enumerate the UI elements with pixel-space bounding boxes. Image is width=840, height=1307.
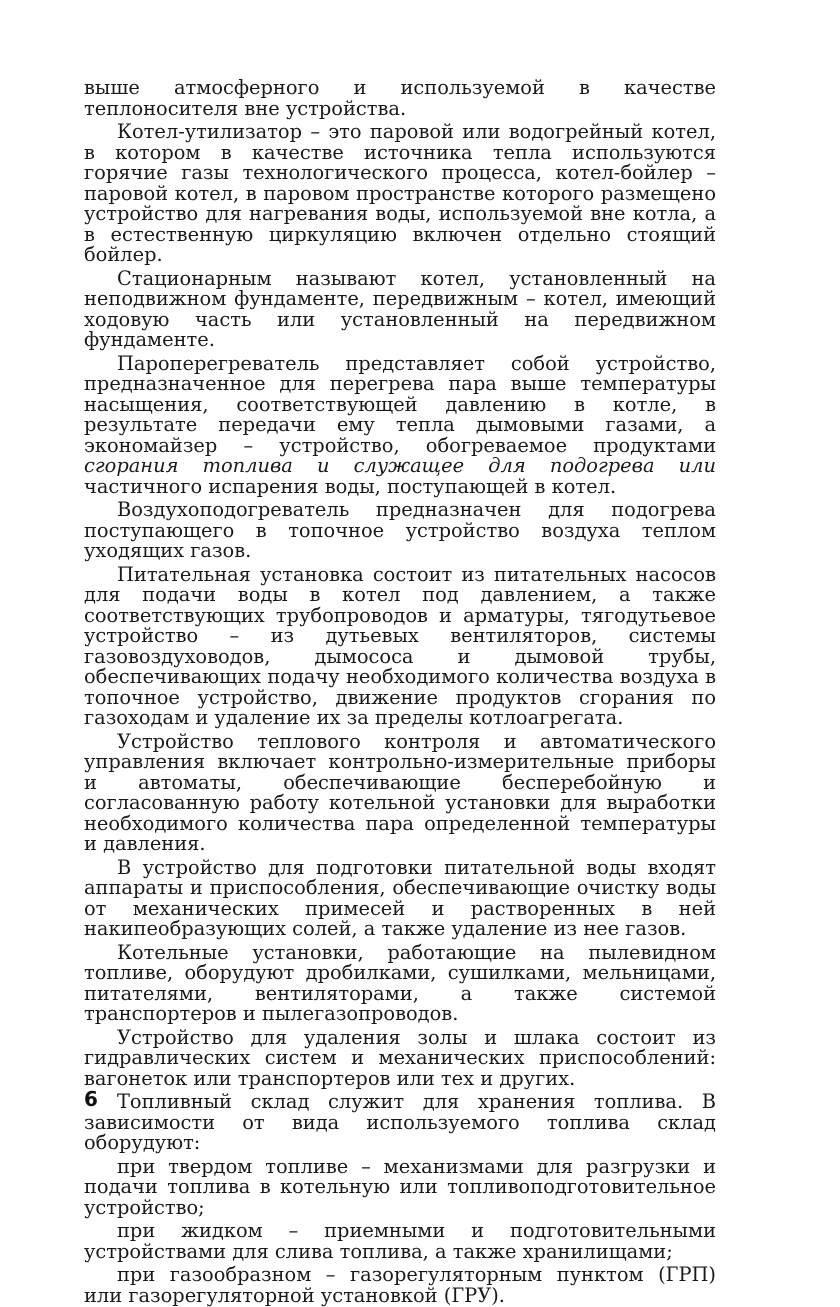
paragraph-text: Устройство для удаления золы и шлака состоит из гидравлических систем и механических приспособлений: вагонеток или транспортеров или тех и других. [84, 1025, 716, 1090]
paragraph-text: Пароперегреватель представляет собой устройство, предназначенное для перегрева пара выше температуры насыщения, соответствующей давлению в котле, в результате передачи ему тепла дымовыми газами, а экономайзер – устройство, обогреваемое продуктами [84, 351, 716, 457]
paragraph-text: Устройство теплового контроля и автоматического управления включает контрольно-измерительные приборы и автоматы, обеспечивающие бесперебойную и согласованную работу котельной установки для выработки необходимого количества пара определенной температуры и давления. [84, 729, 716, 855]
paragraph-text: Котел-утилизатор – это паровой или водогрейный котел, в котором в качестве источника тепла используются горячие газы технологического процесса, котел-бойлер – паровой котел, в паровом пространстве которого размещено устройство для нагревания воды, используемой вне котла, а в естественную циркуляцию включен отдельно стоящий бойлер. [84, 120, 716, 266]
paragraph-text: частичного испарения воды, поступающей в котел. [84, 474, 617, 498]
paragraph-text: при газообразном – газорегуляторным пунктом (ГРП) или газорегуляторной установкой (ГРУ). [84, 1263, 716, 1307]
paragraph-gas-fuel [84, 1265, 716, 1306]
paragraph-text-italic: сгорания топлива и служащее для подогрева или [84, 454, 716, 477]
paragraph-waste-heat-boiler [84, 122, 716, 266]
paragraph-text: Стационарным называют котел, установленный на неподвижном фундаменте, передвижным – котел, имеющий ходовую часть или установленный на передвижном фундаменте. [84, 266, 716, 351]
paragraph-fuel-store [84, 1092, 716, 1154]
paragraph-liquid-fuel [84, 1221, 716, 1262]
paragraph-superheater [84, 351, 716, 498]
paragraph-text: выше атмосферного и используемой в качестве теплоносителя вне устройства. [84, 76, 716, 120]
paragraph-air-heater [84, 500, 716, 562]
paragraph-water-treatment [84, 855, 716, 940]
paragraph-text: Котельные установки, работающие на пылевидном топливе, оборудуют дробилками, сушилками, мельницами, питателями, вентиляторами, а также системой транспортеров и пылегазопроводов. [84, 940, 716, 1025]
paragraph-solid-fuel [84, 1154, 716, 1219]
paragraph-thermal-control [84, 729, 716, 855]
paragraph-ash-removal [84, 1025, 716, 1090]
paragraph-continuation [84, 78, 716, 119]
paragraph-text: Топливный склад служит для хранения топлива. В зависимости от вида используемого топлива склад оборудуют: [84, 1090, 716, 1154]
paragraph-text: Питательная установка состоит из питательных насосов для подачи воды в котел под давлением, а также соответствующих трубопроводов и арматуры, тягодутьевое устройство – из дутьевых вентиляторов, системы газовоздуховодов, дымососа и дымовой трубы, обеспечивающих подачу необходимого количества воздуха в топочное устройство, движение продуктов сгорания по газоходам и удаление их за пределы котлоагрегата. [84, 562, 716, 729]
paragraph-text: при жидком – приемными и подготовительными устройствами для слива топлива, а также хранилищами; [84, 1219, 716, 1263]
paragraph-stationary-boiler [84, 266, 716, 351]
paragraph-text: В устройство для подготовки питательной воды входят аппараты и приспособления, обеспечивающие очистку воды от механических примесей и растворенных в ней накипеобразующих солей, а также удаление из нее газов. [84, 855, 716, 940]
paragraph-text: Воздухоподогреватель предназначен для подогрева поступающего в топочное устройство воздуха теплом уходящих газов. [84, 498, 716, 562]
page-body [84, 78, 716, 1306]
paragraph-text: при твердом топливе – механизмами для разгрузки и подачи топлива в котельную или топливоподготовительное устройство; [84, 1154, 716, 1219]
paragraph-feed-unit [84, 562, 716, 729]
page-number: 6 [84, 1087, 98, 1111]
paragraph-pulverized-fuel [84, 940, 716, 1025]
